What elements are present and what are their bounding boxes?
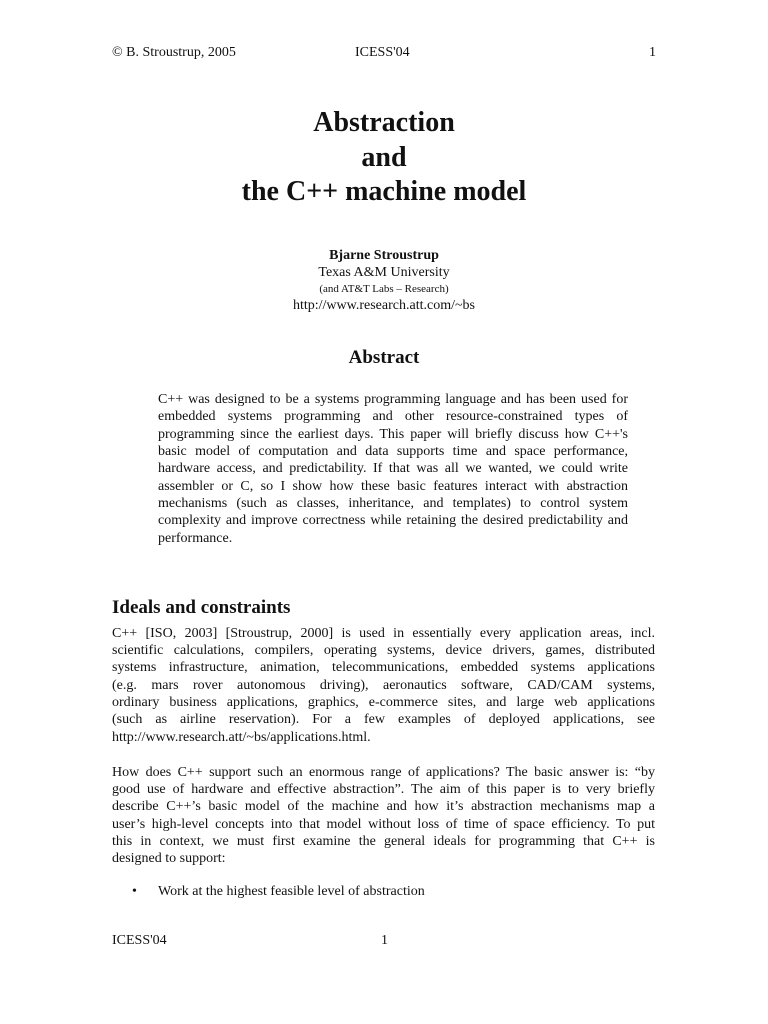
abstract-line: mechanisms (such as classes, inheritance, and templates) to control system bbox=[158, 496, 628, 511]
paper-title-line-1: Abstraction bbox=[313, 107, 455, 138]
paragraph-line: (such as airline reservation). For a few examples of deployed applications, see bbox=[112, 712, 655, 727]
abstract-line: basic model of computation and data supports time and space performance, bbox=[158, 444, 628, 459]
bullet-marker: • bbox=[132, 884, 137, 899]
paper-title-line-3: the C++ machine model bbox=[241, 176, 527, 207]
paragraph-line: this in context, we must first examine the general ideals for programming that C++ is bbox=[112, 834, 655, 849]
paragraph-line: ordinary business applications, graphics, e-commerce sites, and large web applications bbox=[112, 695, 655, 710]
author-affiliation: Texas A&M University bbox=[318, 265, 450, 280]
footer-page-number: 1 bbox=[381, 933, 388, 948]
abstract-line: hardware access, and predictability. If that was all we wanted, we could write bbox=[158, 461, 628, 476]
paragraph-line: scientific calculations, compilers, operating systems, device drivers, games, distributed bbox=[112, 643, 655, 658]
abstract-line: C++ was designed to be a systems programming language and has been used for bbox=[158, 392, 628, 407]
paragraph-line: http://www.research.att/~bs/applications.html. bbox=[112, 730, 371, 745]
paragraph-line: describe C++’s basic model of the machine and how it’s abstraction mechanisms map a bbox=[112, 799, 655, 814]
running-header-page-number: 1 bbox=[649, 45, 656, 60]
author-affiliation-secondary: (and AT&T Labs – Research) bbox=[319, 283, 449, 295]
footer-left: ICESS'04 bbox=[112, 933, 167, 948]
bullet-item: Work at the highest feasible level of abstraction bbox=[158, 884, 425, 899]
paragraph-line: user’s high-level concepts into that model without loss of time of space efficiency. To put bbox=[112, 817, 655, 832]
author-name: Bjarne Stroustrup bbox=[329, 248, 439, 263]
section-heading: Ideals and constraints bbox=[112, 597, 291, 618]
author-url[interactable]: http://www.research.att.com/~bs bbox=[292, 298, 475, 313]
paragraph-line: designed to support: bbox=[112, 851, 226, 866]
running-header-left: © B. Stroustrup, 2005 bbox=[112, 45, 236, 60]
paragraph-line: C++ [ISO, 2003] [Stroustrup, 2000] is used in essentially every application areas, incl. bbox=[112, 626, 655, 641]
abstract-line: embedded systems programming and other resource-constrained types of bbox=[158, 409, 628, 424]
paragraph-line: good use of hardware and effective abstraction”. The aim of this paper is to very briefly bbox=[112, 782, 655, 797]
running-header-center: ICESS'04 bbox=[355, 45, 410, 60]
paper-title-line-2: and bbox=[361, 142, 407, 173]
abstract-line: complexity and improve correctness while retaining the desired predictability and bbox=[158, 513, 628, 528]
abstract-heading: Abstract bbox=[348, 347, 420, 368]
paragraph-line: systems infrastructure, animation, telecommunications, embedded systems applications bbox=[112, 660, 655, 675]
paragraph-line: (e.g. mars rover autonomous driving), aeronautics software, CAD/CAM systems, bbox=[112, 678, 655, 693]
abstract-line: programming since the earliest days. This paper will briefly discuss how C++'s bbox=[158, 427, 628, 442]
paragraph-line: How does C++ support such an enormous range of applications? The basic answer is: “by bbox=[112, 765, 655, 780]
abstract-line: assembler or C, so I show how these basic features interact with abstraction bbox=[158, 479, 628, 494]
abstract-line: performance. bbox=[158, 531, 233, 546]
